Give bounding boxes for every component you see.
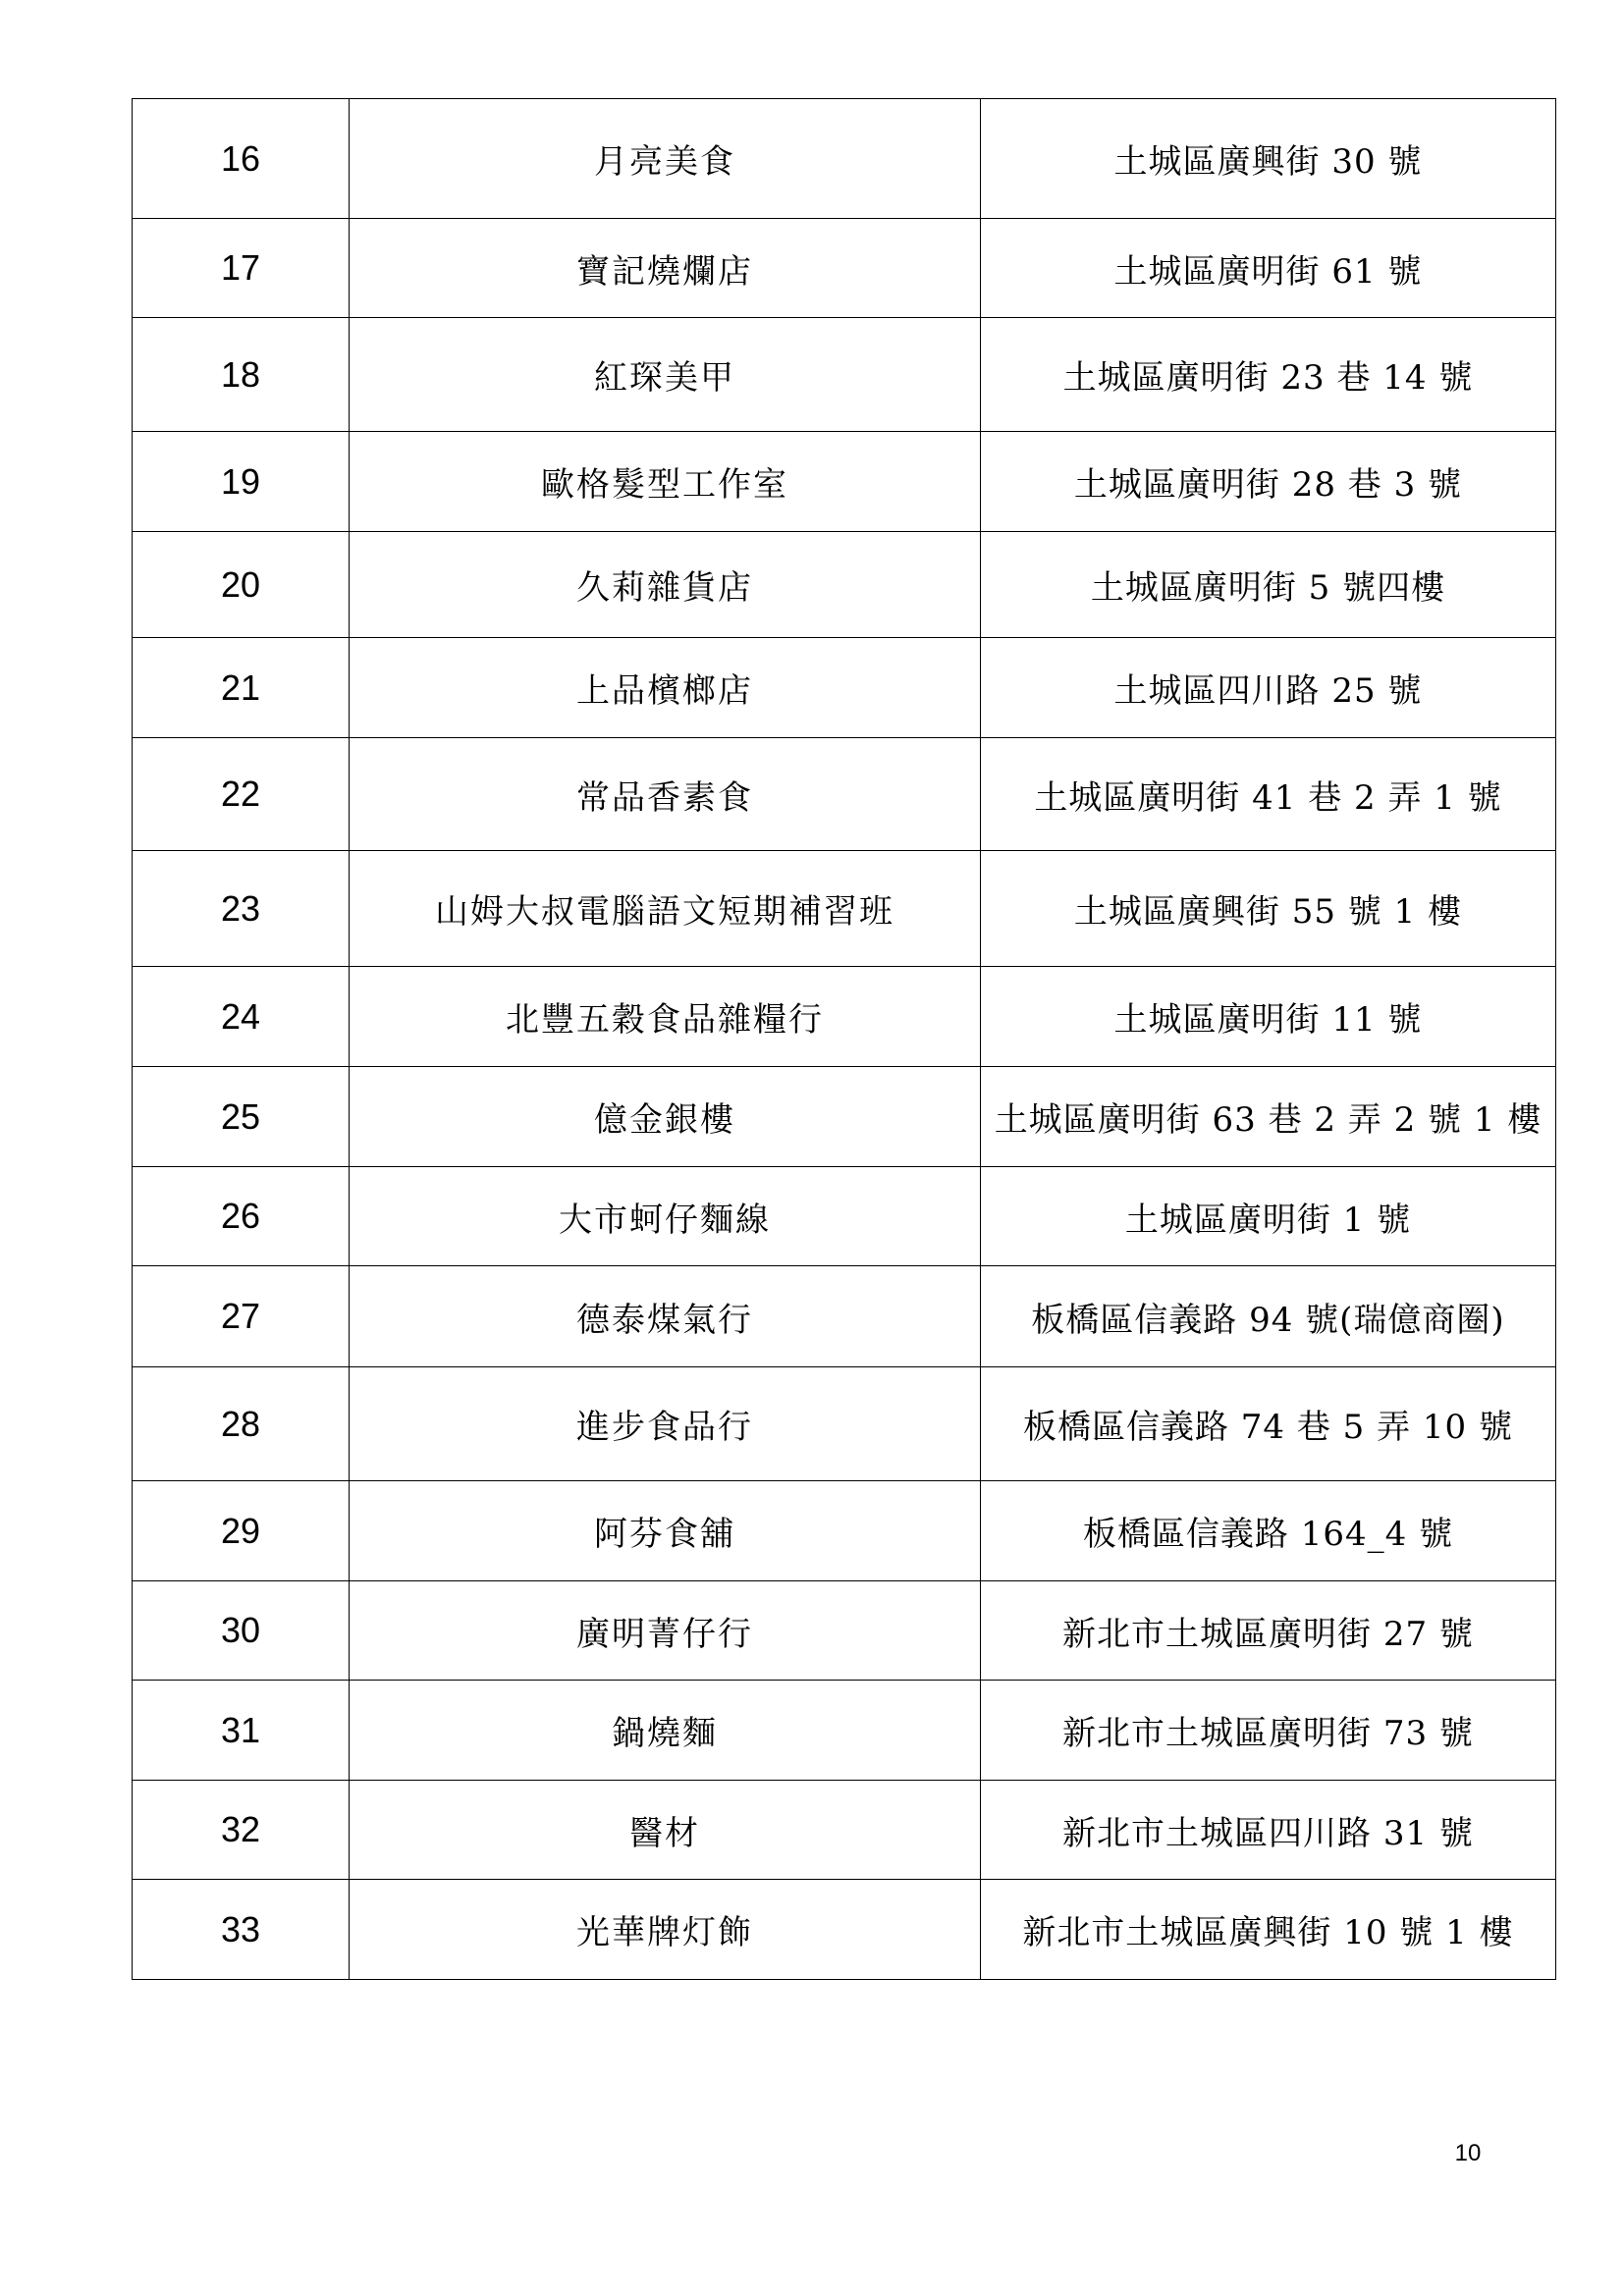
table-row [133,1581,1556,1681]
table-row [133,1481,1556,1581]
row-number: 32 [133,1781,350,1880]
store-address: 土城區廣明街 23 巷 14 號 [981,318,1556,432]
store-address: 土城區廣興街 30 號 [981,99,1556,219]
store-name: 大市蚵仔麵線 [350,1167,981,1266]
table-row [133,1880,1556,1980]
row-number: 30 [133,1581,350,1681]
table-row [133,638,1556,738]
store-address: 土城區廣明街 28 巷 3 號 [981,432,1556,532]
table-row [133,1781,1556,1880]
table-row [133,532,1556,638]
table-row [133,99,1556,219]
page-number: 10 [1454,2140,1482,2166]
table-row [133,1681,1556,1781]
store-address: 新北市土城區四川路 31 號 [981,1781,1556,1880]
row-number: 16 [133,99,350,219]
row-number: 25 [133,1067,350,1167]
store-address: 土城區廣明街 5 號四樓 [981,532,1556,638]
table-row [133,851,1556,967]
row-number: 27 [133,1266,350,1367]
table-row [133,219,1556,318]
store-name: 光華牌灯飾 [350,1880,981,1980]
table-row [133,318,1556,432]
row-number: 17 [133,219,350,318]
store-address: 土城區廣興街 55 號 1 樓 [981,851,1556,967]
row-number: 33 [133,1880,350,1980]
row-number: 20 [133,532,350,638]
store-name: 寶記燒爛店 [350,219,981,318]
store-name: 歐格髮型工作室 [350,432,981,532]
row-number: 22 [133,738,350,851]
store-name: 上品檳榔店 [350,638,981,738]
table-row [133,967,1556,1067]
row-number: 21 [133,638,350,738]
table-body [133,99,1556,1980]
store-name: 億金銀樓 [350,1067,981,1167]
store-name: 常品香素食 [350,738,981,851]
store-address: 新北市土城區廣明街 27 號 [981,1581,1556,1681]
row-number: 23 [133,851,350,967]
store-name: 醫材 [350,1781,981,1880]
store-name: 阿芬食舖 [350,1481,981,1581]
row-number: 26 [133,1167,350,1266]
row-number: 28 [133,1367,350,1481]
row-number: 24 [133,967,350,1067]
store-address: 板橋區信義路 74 巷 5 弄 10 號 [981,1367,1556,1481]
store-name: 久莉雜貨店 [350,532,981,638]
table-row [133,738,1556,851]
store-name: 紅琛美甲 [350,318,981,432]
store-name: 山姆大叔電腦語文短期補習班 [350,851,981,967]
store-address: 新北市土城區廣興街 10 號 1 樓 [981,1880,1556,1980]
store-address: 新北市土城區廣明街 73 號 [981,1681,1556,1781]
table-row [133,1067,1556,1167]
table-row [133,432,1556,532]
row-number: 31 [133,1681,350,1781]
store-name: 鍋燒麵 [350,1681,981,1781]
store-name: 廣明菁仔行 [350,1581,981,1681]
store-name: 德泰煤氣行 [350,1266,981,1367]
store-name: 月亮美食 [350,99,981,219]
store-address: 土城區廣明街 41 巷 2 弄 1 號 [981,738,1556,851]
store-address: 土城區廣明街 61 號 [981,219,1556,318]
row-number: 19 [133,432,350,532]
store-address: 板橋區信義路 164_4 號 [981,1481,1556,1581]
table-row [133,1167,1556,1266]
row-number: 29 [133,1481,350,1581]
row-number: 18 [133,318,350,432]
store-address: 土城區廣明街 1 號 [981,1167,1556,1266]
store-table [132,98,1556,1980]
store-name: 進步食品行 [350,1367,981,1481]
table-row [133,1266,1556,1367]
store-address: 板橋區信義路 94 號(瑞億商圈) [981,1266,1556,1367]
store-address: 土城區廣明街 11 號 [981,967,1556,1067]
store-name: 北豐五穀食品雜糧行 [350,967,981,1067]
table-row [133,1367,1556,1481]
store-address: 土城區廣明街 63 巷 2 弄 2 號 1 樓 [981,1067,1556,1167]
store-address: 土城區四川路 25 號 [981,638,1556,738]
